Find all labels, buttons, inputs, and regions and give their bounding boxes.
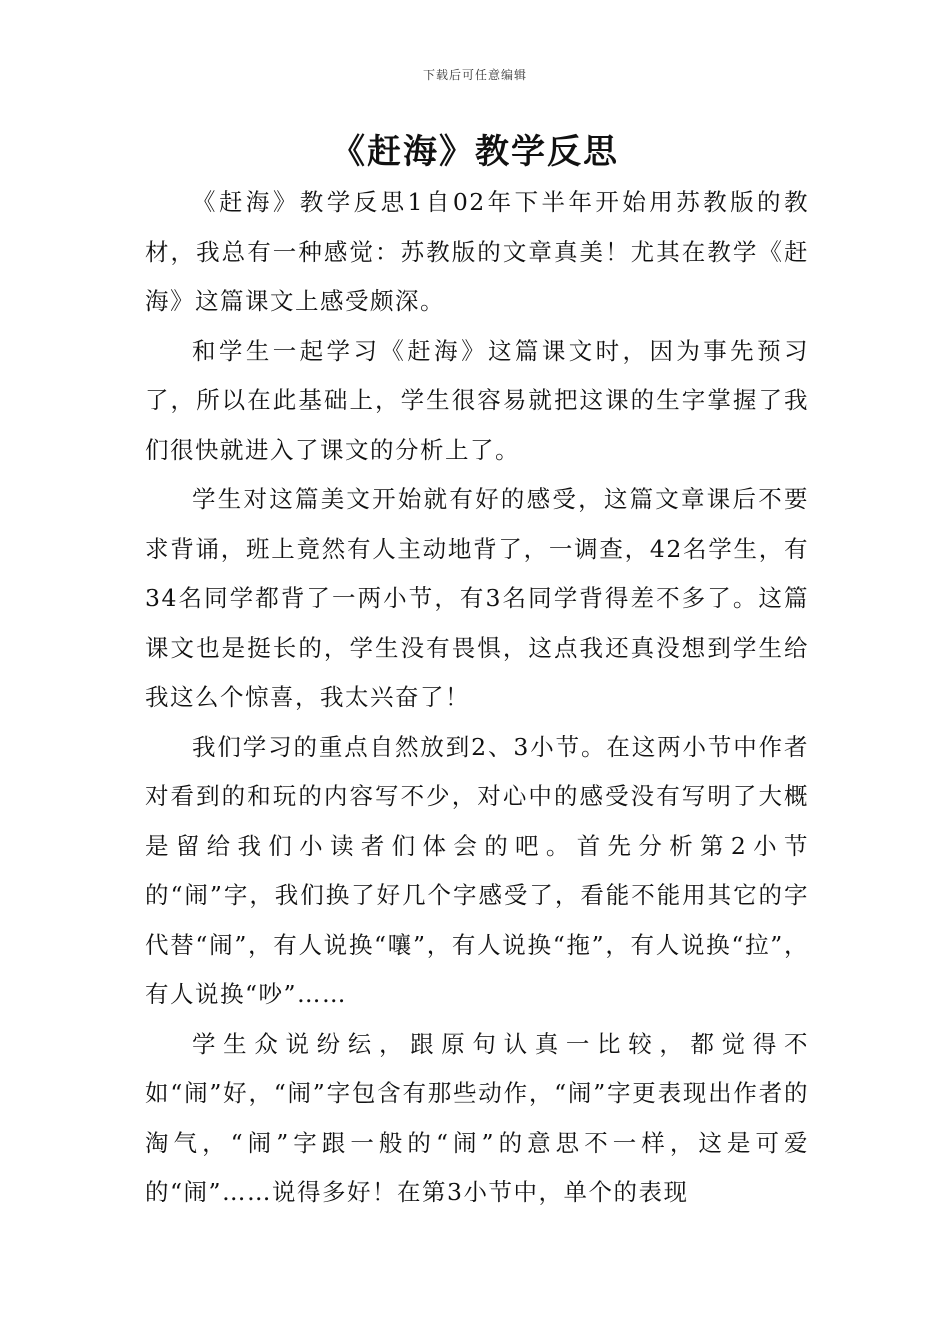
header-note: 下载后可任意编辑 bbox=[422, 68, 527, 82]
paragraph-2: 和学生一起学习《赶海》这篇课文时，因为事先预习了，所以在此基础上，学生很容易就把这课的生字掌握了我们很快就进入了课文的分析上了。 bbox=[145, 336, 809, 464]
paragraph-3: 学生对这篇美文开始就有好的感受，这篇文章课后不要求背诵，班上竟然有人主动地背了，一调查，42名学生，有34名同学都背了一两小节，有3名同学背得差不多了。这篇课文也是挺长的，学生没有畏惧，这点我还真没想到学生给我这么个惊喜，我太兴奋了！ bbox=[145, 485, 809, 711]
paragraph-1: 《赶海》教学反思1自02年下半年开始用苏教版的教材，我总有一种感觉：苏教版的文章真美！尤其在教学《赶海》这篇课文上感受颇深。 bbox=[145, 188, 809, 315]
paragraph-4: 我们学习的重点自然放到2、3小节。在这两小节中作者对看到的和玩的内容写不少，对心中的感受没有写明了大概是留给我们小读者们体会的吧。首先分析第2小节的“闹”字，我们换了好几个字感受了，看能不能用其它的字代替“闹”，有人说换“嚷”，有人说换“拖”，有人说换“拉”，有人说换“吵”…… bbox=[145, 732, 809, 1008]
document-body bbox=[145, 178, 809, 1218]
paragraph-5: 学生众说纷纭，跟原句认真一比较，都觉得不如“闹”好，“闹”字包含有那些动作，“闹”字更表现出作者的淘气，“闹”字跟一般的“闹”的意思不一样，这是可爱的“闹”……说得多好！在第3小节中，单个的表现 bbox=[145, 1029, 809, 1206]
document-title: 《赶海》教学反思 bbox=[331, 132, 619, 172]
